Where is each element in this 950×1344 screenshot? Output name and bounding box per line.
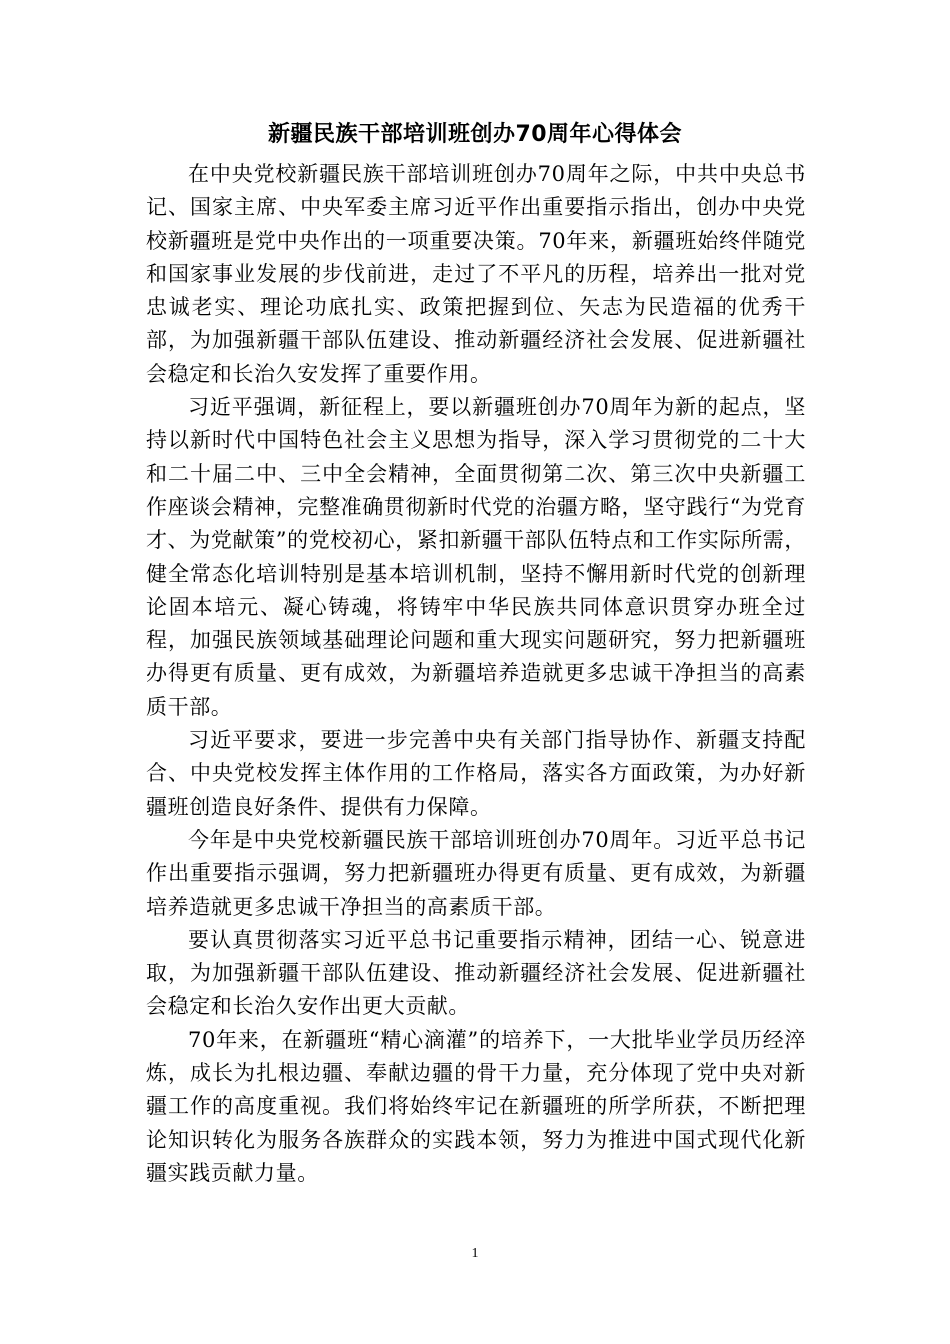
paragraph-1: 在中央党校新疆民族干部培训班创办70周年之际，中共中央总书记、国家主席、中央军委主席习近平作出重要指示指出，创办中央党校新疆班是党中央作出的一项重要决策。70年来，新疆班始终伴随党和国家事业发展的步伐前进，走过了不平凡的历程，培养出一批对党忠诚老实、理论功底扎实、政策把握到位、矢志为民造福的优秀干部，为加强新疆干部队伍建设、推动新疆经济社会发展、促进新疆社会稳定和长治久安发挥了重要作用。 (146, 162, 806, 386)
paragraph-4: 今年是中央党校新疆民族干部培训班创办70周年。习近平总书记作出重要指示强调，努力把新疆班办得更有质量、更有成效，为新疆培养造就更多忠诚干净担当的高素质干部。 (146, 827, 806, 919)
document-title: 新疆民族干部培训班创办70周年心得体会 (267, 122, 683, 147)
document-body (146, 158, 806, 1190)
page-number: 1 (471, 1246, 479, 1261)
paragraph-3: 习近平要求，要进一步完善中央有关部门指导协作、新疆支持配合、中央党校发挥主体作用的工作格局，落实各方面政策，为办好新疆班创造良好条件、提供有力保障。 (146, 728, 806, 819)
paragraph-6: 70年来，在新疆班“精心滴灌”的培养下，一大批毕业学员历经淬炼，成长为扎根边疆、奉献边疆的骨干力量，充分体现了党中央对新疆工作的高度重视。我们将始终牢记在新疆班的所学所获，不断把理论知识转化为服务各族群众的实践本领，努力为推进中国式现代化新疆实践贡献力量。 (146, 1027, 806, 1185)
paragraph-5: 要认真贯彻落实习近平总书记重要指示精神，团结一心、锐意进取，为加强新疆干部队伍建设、推动新疆经济社会发展、促进新疆社会稳定和长治久安作出更大贡献。 (146, 927, 806, 1019)
paragraph-2: 习近平强调，新征程上，要以新疆班创办70周年为新的起点，坚持以新时代中国特色社会主义思想为指导，深入学习贯彻党的二十大和二十届二中、三中全会精神，全面贯彻第二次、第三次中央新疆工作座谈会精神，完整准确贯彻新时代党的治疆方略，坚守践行“为党育才、为党献策”的党校初心，紧扣新疆干部队伍特点和工作实际所需，健全常态化培训特别是基本培训机制，坚持不懈用新时代党的创新理论固本培元、凝心铸魂，将铸牢中华民族共同体意识贯穿办班全过程，加强民族领域基础理论问题和重大现实问题研究，努力把新疆班办得更有质量、更有成效，为新疆培养造就更多忠诚干净担当的高素质干部。 (146, 395, 806, 719)
